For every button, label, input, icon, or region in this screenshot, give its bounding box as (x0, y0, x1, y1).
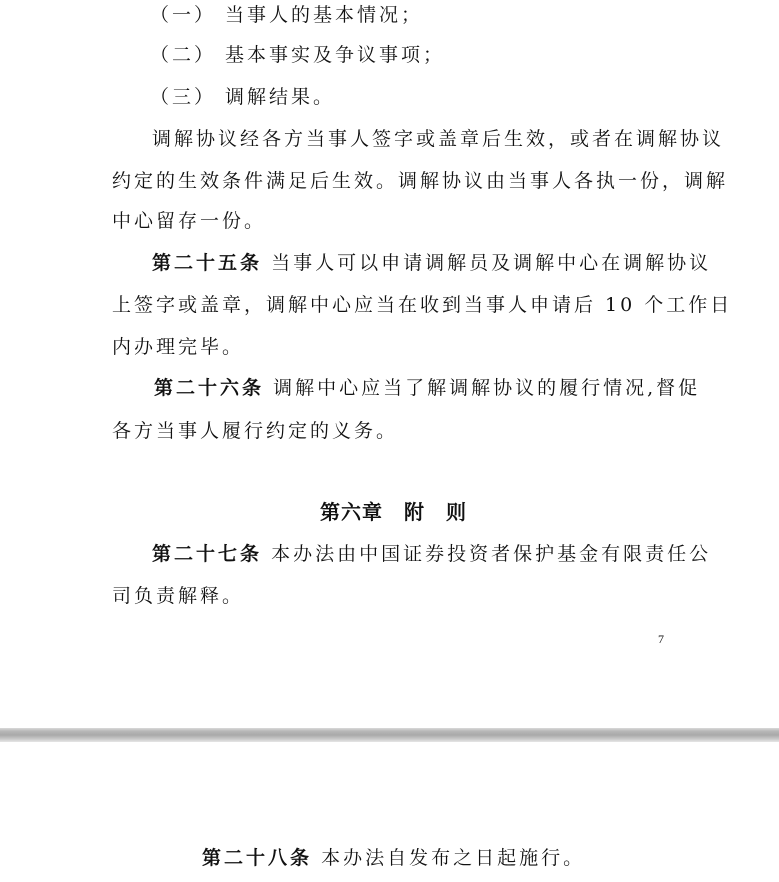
paragraph-line: 各方当事人履行约定的义务。 (112, 420, 399, 442)
list-item-mediation-result: （三） 调解结果。 (150, 86, 336, 108)
article-25-text: 当事人可以申请调解员及调解中心在调解协议 (271, 252, 712, 274)
article-27-first-line (152, 541, 711, 567)
paragraph-line: 调解协议经各方当事人签字或盖章后生效，或者在调解协议 (152, 128, 725, 150)
document-page-8 (0, 742, 779, 882)
paragraph-line: 中心留存一份。 (112, 210, 267, 232)
paragraph-line: 约定的生效条件满足后生效。调解协议由当事人各执一份，调解 (112, 170, 729, 192)
article-28-line (202, 845, 585, 871)
article-27-label: 第二十七条 (152, 543, 263, 565)
article-28-label: 第二十八条 (202, 847, 313, 869)
article-26-first-line (154, 375, 700, 401)
article-26-text: 调解中心应当了解调解协议的履行情况,督促 (273, 377, 701, 399)
article-28-text: 本办法自发布之日起施行。 (321, 847, 586, 869)
paragraph-line: 司负责解释。 (112, 585, 245, 607)
chapter-heading: 第六章 附 则 (320, 500, 467, 524)
paragraph-line: 上签字或盖章，调解中心应当在收到当事人申请后 10 个工作日 (112, 294, 733, 316)
list-item-basic-info: （一） 当事人的基本情况； (150, 4, 424, 26)
article-27-text: 本办法由中国证券投资者保护基金有限责任公 (271, 543, 712, 565)
page-separator (0, 728, 779, 742)
article-26-label: 第二十六条 (154, 377, 265, 399)
article-25-first-line (152, 250, 711, 276)
paragraph-line: 内办理完毕。 (112, 336, 245, 358)
article-25-label: 第二十五条 (152, 252, 263, 274)
list-item-facts-disputes: （二） 基本事实及争议事项； (150, 44, 446, 66)
page-number: 7 (658, 632, 664, 646)
